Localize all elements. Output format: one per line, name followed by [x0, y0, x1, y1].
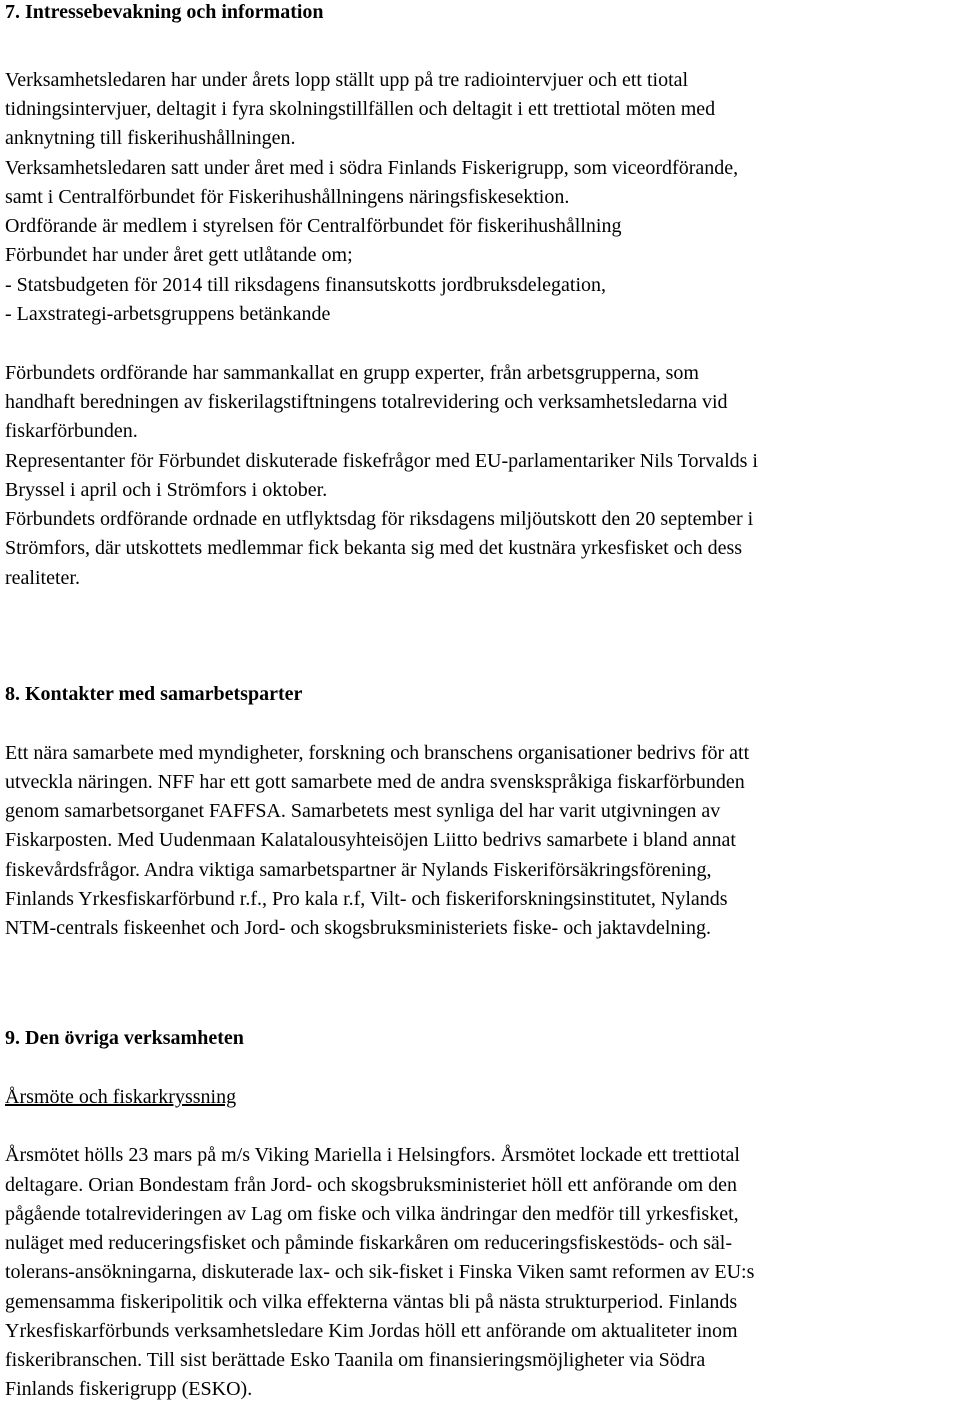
paragraph-line: Verksamhetsledaren har under årets lopp ställt upp på tre radiointervjuer och ett tiotal [5, 69, 689, 91]
subsection-heading: Årsmöte och fiskarkryssning [5, 1086, 237, 1108]
paragraph-line: Finlands fiskerigrupp (ESKO). [5, 1378, 253, 1400]
paragraph-line: Finlands Yrkesfiskarförbund r.f., Pro kala r.f, Vilt- och fiskeriforskningsinstitutet, Nylands [5, 888, 728, 910]
paragraph-line: Fiskarposten. Med Uudenmaan Kalatalousyhteisöjen Liitto bedrivs samarbete i bland annat [5, 829, 736, 851]
paragraph-line: deltagare. Orian Bondestam från Jord- och skogsbruksministeriet höll ett anförande om den [5, 1174, 738, 1196]
paragraph-line: tidningsintervjuer, deltagit i fyra skolningstillfällen och deltagit i ett trettiotal möten med [5, 98, 716, 120]
paragraph-line: genom samarbetsorganet FAFFSA. Samarbetets mest synliga del har varit utgivningen av [5, 800, 721, 822]
paragraph-line: NTM-centrals fiskeenhet och Jord- och skogsbruksministeriets fiske- och jaktavdelning. [5, 917, 711, 939]
section-7-heading: 7. Intressebevakning och information [5, 1, 324, 23]
paragraph-line: fiskarförbunden. [5, 420, 138, 442]
section-8-heading: 8. Kontakter med samarbetsparter [5, 683, 303, 705]
paragraph-line: Förbundets ordförande har sammankallat en grupp experter, från arbetsgrupperna, som [5, 362, 699, 384]
paragraph-line: Strömfors, där utskottets medlemmar fick bekanta sig med det kustnära yrkesfisket och dess [5, 537, 743, 559]
paragraph-line: Verksamhetsledaren satt under året med i södra Finlands Fiskerigrupp, som viceordförande, [5, 157, 739, 179]
paragraph-line: pågående totalrevideringen av Lag om fiske och vilka ändringar den medför till yrkesfisket, [5, 1203, 739, 1225]
paragraph-line: fiskeribranschen. Till sist berättade Esko Taanila om finansieringsmöjligheter via Södra [5, 1349, 706, 1371]
paragraph-line: Ordförande är medlem i styrelsen för Centralförbundet för fiskerihushållning [5, 215, 622, 237]
section-9-heading: 9. Den övriga verksamheten [5, 1027, 244, 1049]
paragraph-line: gemensamma fiskeripolitik och vilka effekterna väntas bli på nästa strukturperiod. Finlands [5, 1291, 738, 1313]
paragraph-line: handhaft beredningen av fiskerilagstiftningens totalrevidering och verksamhetsledarna vid [5, 391, 728, 413]
paragraph-line: Bryssel i april och i Strömfors i oktober. [5, 479, 328, 501]
paragraph-line: Förbundets ordförande ordnade en utflyktsdag för riksdagens miljöutskott den 20 september i [5, 508, 754, 530]
list-item: - Statsbudgeten för 2014 till riksdagens finansutskotts jordbruksdelegation, [5, 274, 607, 296]
paragraph-line: Förbundet har under året gett utlåtande om; [5, 244, 353, 266]
paragraph-line: nuläget med reduceringsfisket och påminde fiskarkåren om reduceringsfiskestöds- och säl- [5, 1232, 732, 1254]
paragraph-line: realiteter. [5, 567, 80, 589]
paragraph-line: tolerans-ansökningarna, diskuterade lax- och sik-fisket i Finska Viken samt reformen av EU:s [5, 1261, 755, 1283]
paragraph-line: samt i Centralförbundet för Fiskerihushållningens näringsfiskesektion. [5, 186, 570, 208]
paragraph-line: Yrkesfiskarförbunds verksamhetsledare Kim Jordas höll ett anförande om aktualiteter inom [5, 1320, 738, 1342]
paragraph-line: Ett nära samarbete med myndigheter, forskning och branschens organisationer bedrivs för att [5, 742, 750, 764]
paragraph-line: Representanter för Förbundet diskuterade fiskefrågor med EU-parlamentariker Nils Torvalds i [5, 450, 758, 472]
paragraph-line: utveckla näringen. NFF har ett gott samarbete med de andra svenskspråkiga fiskarförbunden [5, 771, 745, 793]
paragraph-line: anknytning till fiskerihushållningen. [5, 127, 296, 149]
paragraph-line: fiskevårdsfrågor. Andra viktiga samarbetspartner är Nylands Fiskeriförsäkringsförening, [5, 859, 712, 881]
paragraph-line: Årsmötet hölls 23 mars på m/s Viking Mariella i Helsingfors. Årsmötet lockade ett trettiotal [5, 1144, 740, 1166]
list-item: - Laxstrategi-arbetsgruppens betänkande [5, 303, 331, 325]
